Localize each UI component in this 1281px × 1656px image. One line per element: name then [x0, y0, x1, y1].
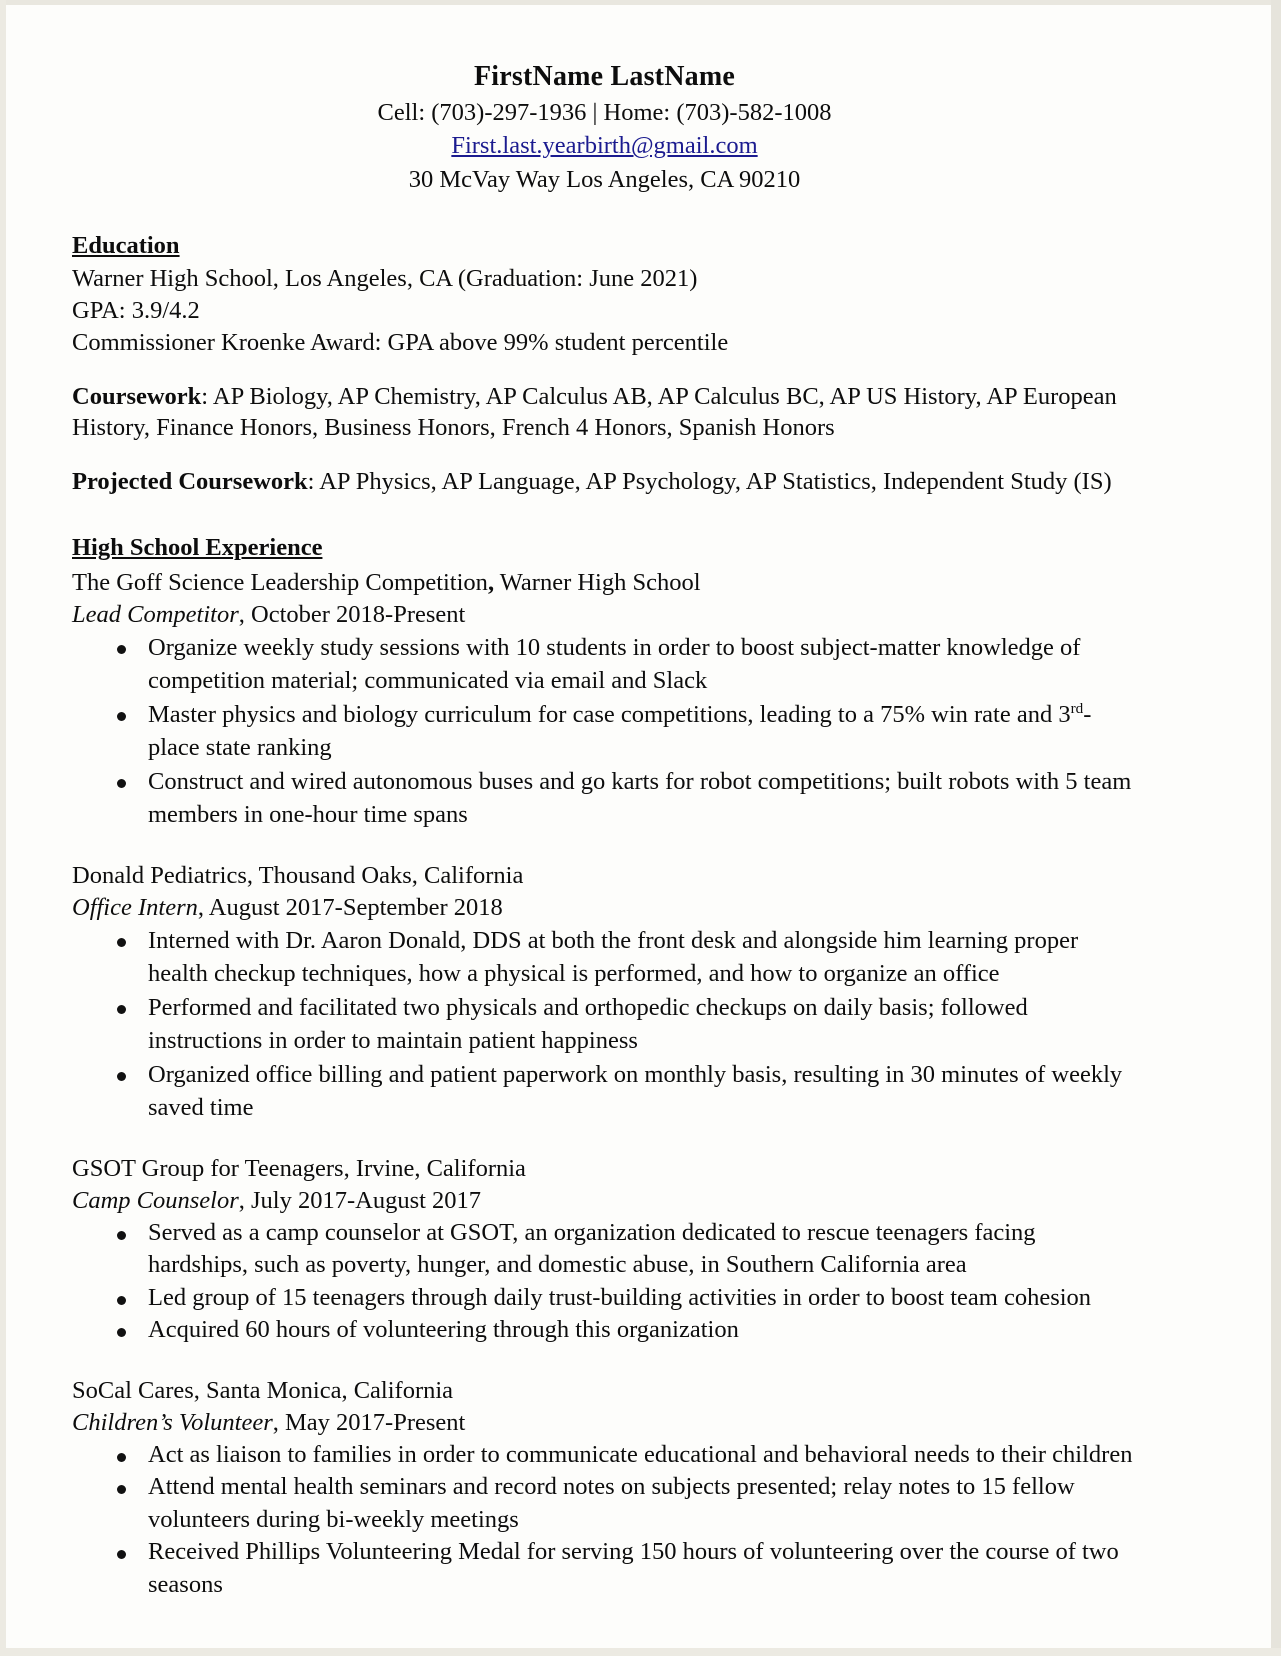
experience-role-line: [72, 1185, 1137, 1217]
experience-bullet: Act as liaison to families in order to communicate educational and behavioral needs to their children: [72, 1439, 1137, 1472]
education-school: Warner High School, Los Angeles, CA (Graduation: June 2021): [72, 264, 698, 292]
experience-bullet-list: [72, 1217, 1137, 1347]
projected-coursework-value: : AP Physics, AP Language, AP Psychology, AP Statistics, Independent Study (IS): [307, 468, 1112, 496]
coursework-label: Coursework: [72, 382, 202, 410]
organization-separator: ,: [487, 568, 495, 596]
experience-bullet: Received Phillips Volunteering Medal for serving 150 hours of volunteering over the course of two seasons: [72, 1536, 1137, 1601]
experience-organization: GSOT Group for Teenagers, Irvine, California: [72, 1155, 526, 1183]
experience-role-line: [72, 599, 1137, 631]
page-edge-bottom: [0, 1648, 1281, 1656]
page-edge-right: [1271, 0, 1281, 1656]
role-title: Office Intern: [72, 893, 198, 921]
phone-numbers: Cell: (703)-297-1936 | Home: (703)-582-1008: [377, 99, 832, 127]
projected-coursework-line: [72, 466, 1137, 498]
candidate-name: FirstName LastName: [474, 61, 735, 92]
experience-heading-wrap: [72, 532, 1137, 564]
experience-bullet: Interned with Dr. Aaron Donald, DDS at both the front desk and alongside him learning proper health checkup techniques, how a physical is performed, and how to organize an office: [72, 924, 1137, 991]
experience-entry: [72, 1153, 1137, 1347]
page-edge-left: [0, 0, 6, 1656]
experience-organization: [72, 567, 1137, 599]
experience-bullet: Construct and wired autonomous buses and go karts for robot competitions; built robots with 5 team members in one-hour time spans: [72, 765, 1137, 832]
education-heading-wrap: [72, 230, 1137, 262]
coursework-line: [72, 381, 1137, 445]
experience-bullet: Served as a camp counselor at GSOT, an organization dedicated to rescue teenagers facing hardships, such as poverty, hunger, and domestic abuse, in Southern California area: [72, 1217, 1137, 1282]
email-link[interactable]: First.last.yearbirth@gmail.com: [451, 132, 758, 160]
experience-bullet: Led group of 15 teenagers through daily trust-building activities in order to boost team cohesion: [72, 1282, 1137, 1315]
experience-entry: [72, 860, 1137, 1125]
experience-role-line: [72, 1407, 1137, 1439]
role-title: Children’s Volunteer: [72, 1408, 273, 1436]
experience-bullet: Acquired 60 hours of volunteering through this organization: [72, 1314, 1137, 1347]
experience-bullet-list: [72, 631, 1137, 832]
role-dates: , May 2017-Present: [272, 1408, 466, 1436]
projected-coursework-label: Projected Coursework: [72, 468, 308, 496]
experience-organization: SoCal Cares, Santa Monica, California: [72, 1377, 454, 1405]
experience-bullet: Organize weekly study sessions with 10 students in order to boost subject-matter knowledge of competition material; communicated via email and Slack: [72, 631, 1137, 698]
education-section: [72, 230, 1137, 498]
role-dates: , October 2018-Present: [238, 600, 466, 628]
experience-role-line: [72, 892, 1137, 924]
experience-job-list: [72, 567, 1137, 1602]
experience-section: [72, 532, 1137, 1602]
experience-heading: High School Experience: [72, 534, 323, 562]
organization-location: Warner High School: [494, 568, 701, 596]
experience-bullet: Master physics and biology curriculum for case competitions, leading to a 75% win rate and 3rd-place state ranking: [72, 698, 1137, 765]
resume-content: [72, 60, 1137, 1602]
experience-organization: Donald Pediatrics, Thousand Oaks, California: [72, 861, 524, 889]
experience-bullet-list: [72, 924, 1137, 1125]
experience-bullet: Performed and facilitated two physicals and orthopedic checkups on daily basis; followed instructions in order to maintain patient happiness: [72, 991, 1137, 1058]
experience-entry: [72, 1375, 1137, 1602]
role-dates: , July 2017-August 2017: [238, 1186, 482, 1214]
experience-bullet: Organized office billing and patient paperwork on monthly basis, resulting in 30 minutes of weekly saved time: [72, 1058, 1137, 1125]
experience-entry: [72, 567, 1137, 832]
page-edge-top: [0, 0, 1281, 5]
experience-bullet-list: [72, 1439, 1137, 1602]
education-gpa: GPA: 3.9/4.2: [72, 296, 200, 324]
education-award: Commissioner Kroenke Award: GPA above 99% student percentile: [72, 328, 729, 356]
role-dates: , August 2017-September 2018: [197, 893, 503, 921]
coursework-value: : AP Biology, AP Chemistry, AP Calculus AB, AP Calculus BC, AP US History, AP European History, Finance Honors, Business Honors, French 4 Honors, Spanish Honors: [72, 382, 1117, 442]
mailing-address: 30 McVay Way Los Angeles, CA 90210: [408, 165, 801, 193]
resume-header: [72, 60, 1137, 196]
education-heading: Education: [72, 232, 180, 260]
role-title: Camp Counselor: [72, 1186, 239, 1214]
organization-name: The Goff Science Leadership Competition: [72, 568, 488, 596]
role-title: Lead Competitor: [72, 600, 239, 628]
experience-bullet: Attend mental health seminars and record notes on subjects presented; relay notes to 15 fellow volunteers during bi-weekly meetings: [72, 1471, 1137, 1536]
